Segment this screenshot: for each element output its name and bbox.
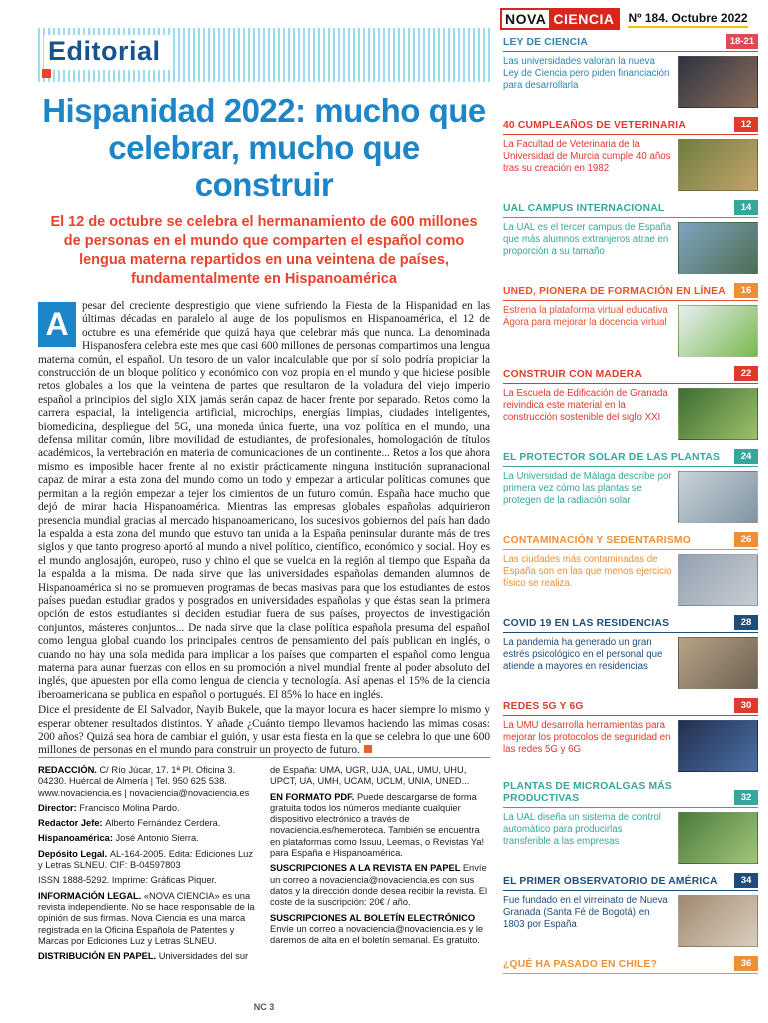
toc-item-title[interactable]: CONSTRUIR CON MADERA bbox=[503, 369, 643, 380]
toc-item[interactable] bbox=[503, 200, 758, 274]
toc-thumbnail-image bbox=[678, 388, 758, 440]
editorial-paragraph: A pesar del creciente desprestigio que viene sufriendo la Fiesta de la Hispanidad en las últimas décadas en paralelo al auge de los populismos en Hispanoamérica, el 12 de octubre es una efeméride que quizá haya que celebrar más que nunca. La denominada Hispanosfera celebra este mes que casi 600 millones de personas compartimos una lengua materna común, el español. Un tesoro de un valor incalculable que por sí solo podría propiciar la construcción de un bloque político y económico con voz propia en el mundo y que hiciese posible retos globales a los que la veintena de partes que resultaron de la voladura del viejo imperio español a principios del siglo XIX jamás serán capaz de hacer frente por separado. Retos como la carrera espacial, la inteligencia artificial, microchips, energías limpias, ciudades inteligentes, biomedicina, despliegue del 5G, una moneda única fuerte, una voz política en el mundo, una defensa militar común, libre movilidad de estudiantes, de profesionales, homologación de títulos académicos, la vertebración en materia de comunicaciones de un continente... Retos a los que ahora mismo es imposible hacer frente al no existir prácticamente ninguna institución supranacional capaz de mirar a esta zona del mundo como un todo y empezar a articular políticas comunes que permitan a la región empezar a tejer los cimientos de un futuro común. España hace mucho que dejó de mirar hacia Hispanoamérica. Mientras las empresas globales españolas adquirieron presencia mundial gracias al mercado hispanoamericano, los sucesivos gobiernos del país han dado la espalda a esta zona del mundo que estuvo tan unida a la España peninsular durante más de tres siglos y que tanto progreso aportó al mundo a nivel político, científico, económico y social. Hoy es el mundo anglosajón, europeo, ruso y chino el que se vuelca en la región al tiempo que España da la espalda a la misma. De nada sirve que las universidades españolas demanden alumnos de Hispanoamérica si no se promueven programas de becas masivas para que los estudiantes de estos países puedan estudiar grados y posgrados en universidades españolas y que éstas sean la primera opción de estos estudiantes si deciden estudiar fuera de sus países, proyectos de investigación conjuntos, másteres conjuntos... De nada sirve que la clase política española presuma del español como lengua global cuando los principales centros de pensamiento del país publican en inglés, o cuando no hay una sola medida para implicar a los países que comparten el español como lengua materna para aunar fuerzas con ellos en su promoción a nivel mundial frente al poder absoluto del inglés, que apuesten por ella como lengua de ciencia y tecnología. Así apenas el 15% de la ciencia iberoamericana se publica en español o portugués. El 85% lo hace en inglés. bbox=[38, 300, 490, 701]
masthead-block: SUSCRIPCIONES AL BOLETÍN ELECTRÓNICO Envíe un correo a novaciencia@novaciencia.es y le daremos de alta en el boletín semanal. Es gratuito. bbox=[270, 912, 484, 946]
toc-thumbnail-image bbox=[678, 637, 758, 689]
toc-item[interactable] bbox=[503, 283, 758, 357]
toc-item[interactable] bbox=[503, 873, 758, 947]
toc-page-badge: 36 bbox=[734, 956, 758, 971]
masthead-block: Redactor Jefe: Alberto Fernández Cerdera. bbox=[38, 818, 221, 829]
toc-item[interactable] bbox=[503, 956, 758, 974]
toc-thumbnail-image bbox=[678, 471, 758, 523]
novaciencia-logo bbox=[500, 8, 620, 30]
toc-thumbnail-image bbox=[678, 222, 758, 274]
toc-item[interactable] bbox=[503, 615, 758, 689]
toc-item[interactable] bbox=[503, 449, 758, 523]
toc-item-description: La Universidad de Málaga describe por primera vez cómo las plantas se protegen de la radiación solar bbox=[503, 471, 672, 506]
toc-item-title[interactable]: UNED, PIONERA DE FORMACIÓN EN LÍNEA bbox=[503, 286, 726, 297]
end-mark-icon bbox=[364, 745, 372, 753]
masthead-block: INFORMACIÓN LEGAL. «NOVA CIENCIA» es una revista independiente. No se hace responsable de la opinión de sus firmas. Nova Ciencia es una marca registrada en la Oficina Española de Patentes y Marcas por Ediciones Luz y Letras SLNEU. bbox=[38, 890, 255, 946]
toc-item-description: Fue fundado en el virreinato de Nueva Granada (Santa Fé de Bogotá) en 1803 por España bbox=[503, 895, 668, 930]
toc-item[interactable] bbox=[503, 781, 758, 864]
toc-page-badge: 14 bbox=[734, 200, 758, 215]
toc-page-badge: 32 bbox=[734, 790, 758, 805]
masthead-block: REDACCIÓN. C/ Río Júcar, 17. 1ª Pl. Oficina 3. 04230. Huércal de Almería | Tel. 950 625 538. www.novaciencia.es | novaciencia@novaciencia.es bbox=[38, 765, 250, 798]
toc-item[interactable] bbox=[503, 117, 758, 191]
toc-thumbnail-image bbox=[678, 895, 758, 947]
header-bar bbox=[500, 8, 748, 30]
toc-page-badge: 24 bbox=[734, 449, 758, 464]
toc-item-title[interactable]: REDES 5G Y 6G bbox=[503, 701, 584, 712]
masthead-block: Depósito Legal. AL-164-2005. Edita: Ediciones Luz y Letras SLNEU. CIF: B-04597803 bbox=[38, 848, 253, 871]
toc-item-title[interactable]: PLANTAS DE MICROALGAS MÁS PRODUCTIVAS bbox=[503, 781, 672, 804]
editorial-banner bbox=[38, 28, 490, 82]
toc-page-badge: 16 bbox=[734, 283, 758, 298]
toc-item-description: La pandemia ha generado un gran estrés psicológico en el personal que atiende a mayores en residencias bbox=[503, 637, 663, 672]
page-title: Hispanidad 2022: mucho que celebrar, mucho que construir bbox=[42, 92, 486, 203]
toc-list bbox=[503, 34, 758, 983]
toc-item-title[interactable]: 40 CUMPLEAÑOS DE VETERINARIA bbox=[503, 120, 686, 131]
masthead-block: Hispanoamérica: José Antonio Sierra. bbox=[38, 833, 199, 844]
logo-nova-text: NOVA bbox=[502, 10, 549, 28]
toc-item[interactable] bbox=[503, 366, 758, 440]
toc-page-badge: 34 bbox=[734, 873, 758, 888]
masthead-block: EN FORMATO PDF. Puede descargarse de forma gratuita todos los números mediante cualquier dispositivo electrónico a través de novaciencia.es/hemeroteca. También se encuentra en plataformas como Issuu, Leemas, o Revistas Ya! para España e Hispanoamérica. bbox=[270, 791, 485, 859]
toc-item-description: Las universidades valoran la nueva Ley de Ciencia pero piden financiación para desarrollarla bbox=[503, 56, 670, 91]
toc-item-title[interactable]: UAL CAMPUS INTERNACIONAL bbox=[503, 203, 665, 214]
editorial-body bbox=[38, 300, 490, 812]
toc-item-description: La UAL es el tercer campus de España que más alumnos extranjeros atrae en proporción a su tamaño bbox=[503, 222, 672, 257]
toc-page-badge: 26 bbox=[734, 532, 758, 547]
editorial-paragraph: Dice el presidente de El Salvador, Nayib Bukele, que la mayor locura es hacer siempre lo mismo y esperar obtener resultados distintos. Y añade ¿Cuánto tiempo llevamos haciendo las mimas cosas: 200 años? Quizá sea hora de cambiar el guión, y usar esta fiesta en la que se celebra lo que une 600 millones de personas en el mundo para construir un proyecto de futuro. bbox=[38, 704, 490, 757]
toc-item-description: Estrena la plataforma virtual educativa Ágora para mejorar la docencia virtual bbox=[503, 305, 668, 328]
toc-page-badge: 12 bbox=[734, 117, 758, 132]
toc-thumbnail-image bbox=[678, 305, 758, 357]
masthead bbox=[38, 757, 490, 966]
logo-ciencia-text: CIENCIA bbox=[549, 10, 618, 28]
issue-label: Nº 184. Octubre 2022 bbox=[628, 11, 747, 28]
masthead-col-right bbox=[270, 765, 490, 966]
masthead-block: DISTRIBUCIÓN EN PAPEL. Universidades del sur bbox=[38, 951, 249, 962]
toc-item-title[interactable]: EL PROTECTOR SOLAR DE LAS PLANTAS bbox=[503, 452, 721, 463]
toc-item-description: Las ciudades más contaminadas de España son en las que menos ejercicio físico se realiza. bbox=[503, 554, 672, 589]
toc-item[interactable] bbox=[503, 698, 758, 772]
masthead-col-left bbox=[38, 765, 258, 966]
drop-cap: A bbox=[38, 302, 76, 347]
toc-item-title[interactable]: ¿QUÉ HA PASADO EN CHILE? bbox=[503, 959, 658, 970]
toc-item[interactable] bbox=[503, 34, 758, 108]
toc-item-description: La UAL diseña un sistema de control automático para producirlas transferible a las empresas bbox=[503, 812, 661, 847]
toc-item[interactable] bbox=[503, 532, 758, 606]
toc-thumbnail-image bbox=[678, 56, 758, 108]
toc-page-badge: 28 bbox=[734, 615, 758, 630]
masthead-block: de España: UMA, UGR, UJA, UAL, UMU, UHU, UPCT, UA, UMH, UCAM, UCLM, UNIA, UNED... bbox=[270, 765, 470, 787]
section-label: Editorial bbox=[44, 35, 171, 70]
masthead-block: Director: Francisco Molina Pardo. bbox=[38, 802, 180, 813]
masthead-block: SUSCRIPCIONES A LA REVISTA EN PAPEL Envíe un correo a novaciencia@novaciencia.es con sus datos y la dirección donde desea recibir la revista. El coste de la suscripción: 20€ / año. bbox=[270, 863, 488, 908]
toc-item-title[interactable]: COVID 19 EN LAS RESIDENCIAS bbox=[503, 618, 670, 629]
toc-thumbnail-image bbox=[678, 720, 758, 772]
page-number: NC 3 bbox=[253, 1002, 275, 1012]
toc-item-description: La Escuela de Edificación de Granada reivindica este material en la construcción sostenible del siglo XXI bbox=[503, 388, 668, 423]
toc-page-badge: 30 bbox=[734, 698, 758, 713]
toc-item-title[interactable]: LEY DE CIENCIA bbox=[503, 37, 588, 48]
toc-item-title[interactable]: CONTAMINACIÓN Y SEDENTARISMO bbox=[503, 535, 691, 546]
red-square-icon bbox=[42, 69, 51, 78]
toc-item-title[interactable]: EL PRIMER OBSERVATORIO DE AMÉRICA bbox=[503, 876, 718, 887]
standfirst: El 12 de octubre se celebra el hermanamiento de 600 millones de personas en el mundo que comparten el español como lengua materna repartidos en una veintena de países, fundamentalmente en Hispanoamérica bbox=[50, 214, 478, 287]
toc-item-description: La Facultad de Veterinaria de la Universidad de Murcia cumple 40 años tras su creación en 1982 bbox=[503, 139, 671, 174]
toc-item-description: La UMU desarrolla herramientas para mejorar los protocolos de seguridad en las redes 5G y 6G bbox=[503, 720, 671, 755]
toc-thumbnail-image bbox=[678, 812, 758, 864]
toc-page-badge: 18-21 bbox=[726, 34, 758, 49]
editorial-column bbox=[38, 28, 490, 812]
toc-thumbnail-image bbox=[678, 554, 758, 606]
toc-page-badge: 22 bbox=[734, 366, 758, 381]
toc-thumbnail-image bbox=[678, 139, 758, 191]
masthead-block: ISSN 1888-5292. Imprime: Gráficas Piquer. bbox=[38, 875, 217, 886]
